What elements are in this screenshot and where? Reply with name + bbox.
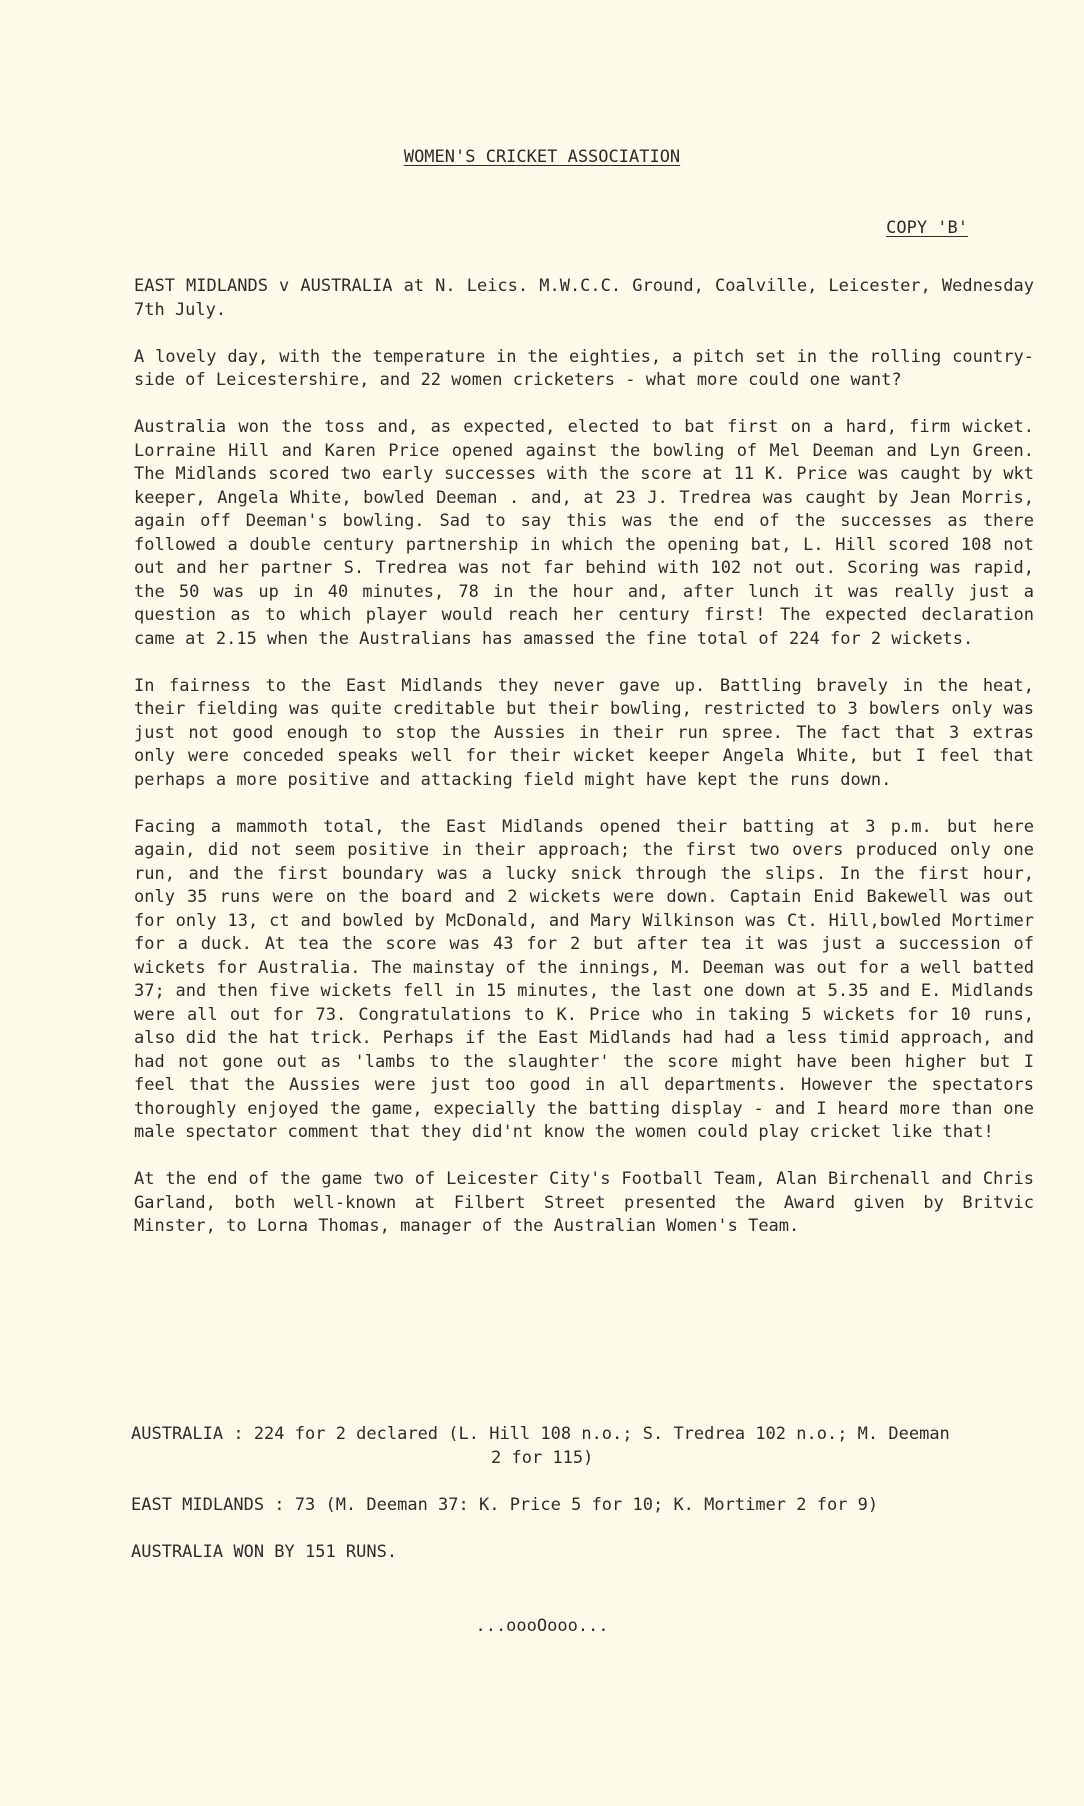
australia-innings-paragraph: Australia won the toss and, as expected, elected to bat first on a hard, firm wicket. Lorraine Hill and Karen Price opened against the bowling of Mel Deeman and Lyn Green. The Midlands scored two early successes with the score at 11 K. Price was caught by wkt keeper, Angela White, bowled Deeman . and, at 23 J. Tredrea was caught by Jean Morris, again off Deeman's bowling. Sad to say this was the end of the successes as there followed a double century partnership in which the opening bat, L. Hill scored 108 not out and her partner S. Tredrea was not far behind with 102 not out. Scoring was rapid, the 50 was up in 40 minutes, 78 in the hour and, after lunch it was really just a question as to which player would reach her century first! The expected declaration came at 2.15 when the Australians has amassed the fine total of 224 for 2 wickets.	[134, 417, 1034, 649]
intro-paragraph: A lovely day, with the temperature in the eighties, a pitch set in the rolling country-side of Leicestershire, and 22 women cricketers - what more could one want?	[134, 346, 1034, 390]
east-midlands-score-line: EAST MIDLANDS : 73 (M. Deeman 37: K. Price 5 for 10; K. Mortimer 2 for 9)	[131, 1494, 879, 1515]
award-paragraph: At the end of the game two of Leicester City's Football Team, Alan Birchenall and Chris Garland, both well-known at Filbert Street presented the Award given by Britvic Minster, to Lorna Thomas, manager of the Australian Women's Team.	[134, 1169, 1034, 1236]
fielding-paragraph: In fairness to the East Midlands they never gave up. Battling bravely in the heat, their fielding was quite creditable but their bowling, restricted to 3 bowlers only was just not good enough to stop the Aussies in their run spree. The fact that 3 extras only were conceded speaks well for their wicket keeper Angela White, but I feel that perhaps a more positive and attacking field might have kept the runs down.	[134, 675, 1034, 790]
east-midlands-innings-paragraph: Facing a mammoth total, the East Midlands opened their batting at 3 p.m. but here again, did not seem positive in their approach; the first two overs produced only one run, and the first boundary was a lucky snick through the slips. In the first hour, only 35 runs were on the board and 2 wickets were down. Captain Enid Bakewell was out for only 13, ct and bowled by McDonald, and Mary Wilkinson was Ct. Hill,bowled Mortimer for a duck. At tea the score was 43 for 2 but after tea it was just a succession of wickets for Australia. The mainstay of the innings, M. Deeman was out for a well batted 37; and then five wickets fell in 15 minutes, the last one down at 5.35 and E. Midlands were all out for 73. Congratulations to K. Price who in taking 5 wickets for 10 runs, also did the hat trick. Perhaps if the East Midlands had had a less timid approach, and had not gone out as 'lambs to the slaughter' the score might have been higher but I feel that the Aussies were just too good in all departments. However the spectators thoroughly enjoyed the game, expecially the batting display - and I heard more than one male spectator comment that they did'nt know the women could play cricket like that!	[134, 816, 1034, 1142]
match-header-paragraph: EAST MIDLANDS v AUSTRALIA at N. Leics. M.W.C.C. Ground, Coalville, Leicester, Wednesday 7th July.	[134, 276, 1034, 320]
australia-score-line: AUSTRALIA : 224 for 2 declared (L. Hill 108 n.o.; S. Tredrea 102 n.o.; M. Deeman	[131, 1424, 950, 1444]
closing-ornament: ...oooOooo...	[475, 1616, 609, 1636]
report-body	[134, 275, 1034, 1262]
copy-label: COPY 'B'	[886, 218, 968, 238]
match-result-line: AUSTRALIA WON BY 151 RUNS.	[131, 1541, 398, 1562]
scorecard-summary	[131, 1423, 1031, 1588]
document-title: WOMEN'S CRICKET ASSOCIATION	[403, 147, 681, 167]
australia-score-continuation: 2 for 115)	[491, 1447, 594, 1468]
